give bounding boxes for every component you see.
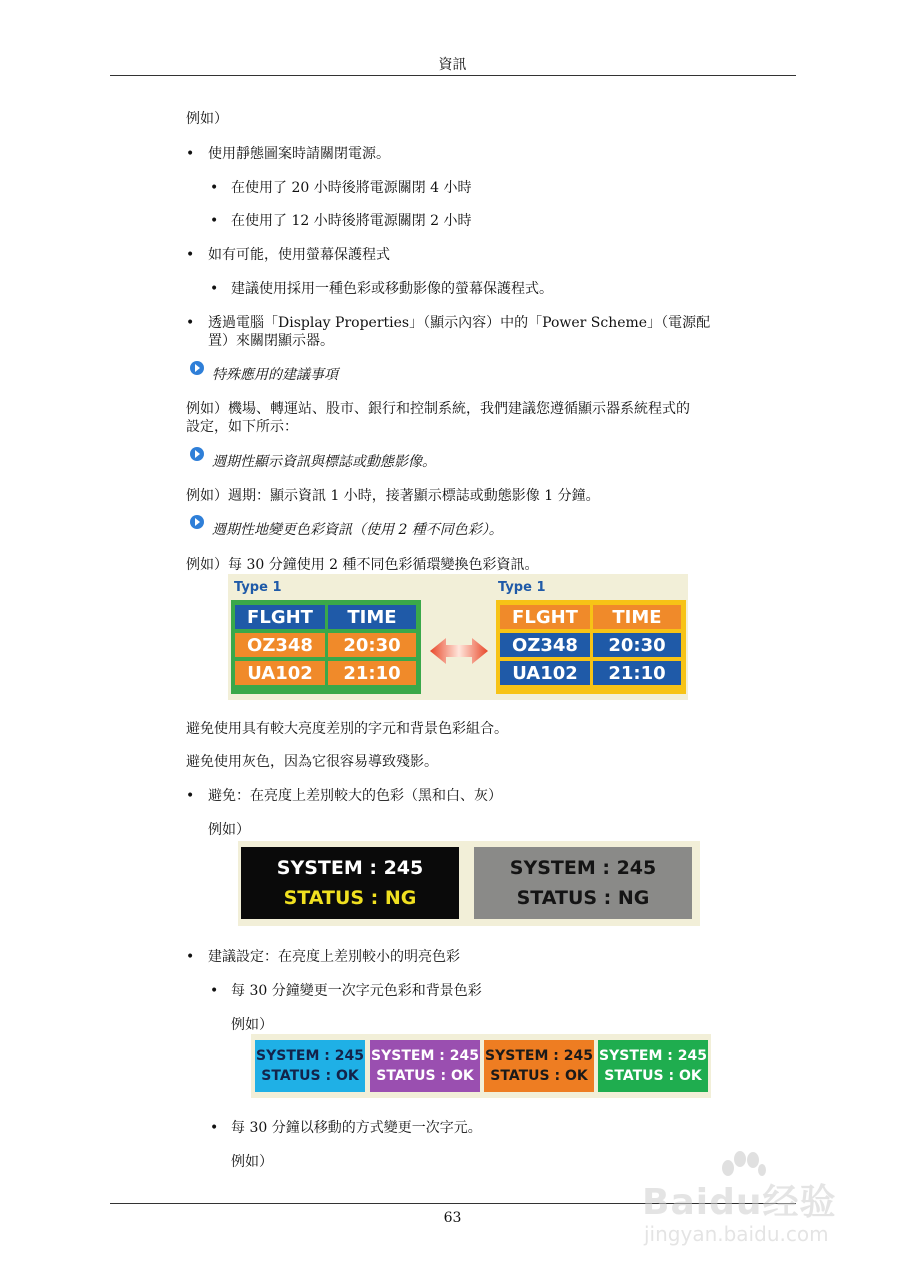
swatch-line1: SYSTEM : 245 — [256, 1048, 364, 1064]
cell-left-r0c0: FLGHT — [235, 605, 325, 629]
header-title: 資訊 — [438, 57, 467, 73]
bright-colors-figure — [251, 1034, 711, 1098]
cell-right-r2c1: 21:10 — [593, 661, 681, 685]
swatch-line1: SYSTEM : 245 — [371, 1048, 479, 1064]
swatch-line1: SYSTEM : 245 — [485, 1048, 593, 1064]
swatch-purple — [370, 1040, 480, 1092]
bullet-text: 每 30 分鐘變更一次字元色彩和背景色彩 — [231, 983, 482, 999]
section-heading: 週期性地變更色彩資訊（使用 2 種不同色彩）。 — [212, 522, 503, 538]
swatch-orange — [484, 1040, 594, 1092]
paragraph: 避免使用灰色，因為它很容易導致殘影。 — [186, 754, 438, 770]
contrast-figure — [238, 841, 700, 926]
example-label: 例如） — [208, 822, 250, 838]
bullet-dot: • — [210, 213, 219, 229]
paragraph: 設定，如下所示： — [186, 419, 298, 435]
swatch-green — [598, 1040, 708, 1092]
gray-panel-line1: SYSTEM : 245 — [509, 857, 657, 879]
type-label-left: Type 1 — [234, 580, 282, 595]
paragraph: 例如）機場、轉運站、股市、銀行和控制系統，我們建議您遵循顯示器系統程式的 — [186, 401, 690, 417]
cell-right-r1c0: OZ348 — [500, 633, 590, 657]
bullet-dot: • — [210, 983, 219, 999]
bullet-dot: • — [210, 281, 219, 297]
cell-right-r2c0: UA102 — [500, 661, 590, 685]
bullet-text: 每 30 分鐘以移動的方式變更一次字元。 — [231, 1120, 482, 1136]
section-heading: 特殊應用的建議事項 — [212, 367, 338, 383]
bullet-text: 透過電腦「Display Properties」（顯示內容）中的「Power Scheme」（電源配 — [208, 315, 711, 331]
swatch-line2: STATUS : OK — [261, 1068, 359, 1084]
bullet-dot: • — [210, 180, 219, 196]
bullet-dot: • — [186, 146, 195, 162]
cell-right-r0c0: FLGHT — [500, 605, 590, 629]
paragraph: 例如）週期：顯示資訊 1 小時，接著顯示標誌或動態影像 1 分鐘。 — [186, 488, 600, 504]
bullet-text: 如有可能，使用螢幕保護程式 — [208, 247, 390, 263]
swatch-line2: STATUS : OK — [604, 1068, 702, 1084]
arrow-icon — [190, 515, 204, 529]
cell-right-r0c1: TIME — [593, 605, 681, 629]
double-arrow-icon — [428, 636, 490, 666]
bullet-dot: • — [210, 1120, 219, 1136]
bullet-text: 避免：在亮度上差別較大的色彩（黑和白、灰） — [208, 788, 502, 804]
color-cycle-figure — [228, 574, 688, 700]
dark-panel — [241, 847, 459, 919]
watermark — [640, 1150, 890, 1260]
cell-left-r1c1: 20:30 — [328, 633, 416, 657]
page-number: 63 — [443, 1210, 462, 1226]
gray-panel — [474, 847, 692, 919]
cell-left-r2c0: UA102 — [235, 661, 325, 685]
bullet-text: 建議使用採用一種色彩或移動影像的螢幕保護程式。 — [231, 281, 553, 297]
cell-left-r1c0: OZ348 — [235, 633, 325, 657]
bullet-text: 使用靜態圖案時請關閉電源。 — [208, 146, 390, 162]
bullet-text: 置）來關閉顯示器。 — [208, 333, 334, 349]
watermark-brand: Baidu经验 — [642, 1182, 837, 1223]
bullet-dot: • — [186, 315, 195, 331]
swatch-blue — [255, 1040, 365, 1092]
type-label-right: Type 1 — [498, 580, 546, 595]
cell-right-r1c1: 20:30 — [593, 633, 681, 657]
dark-panel-line2: STATUS : NG — [283, 887, 417, 909]
bullet-dot: • — [186, 788, 195, 804]
header-rule — [110, 75, 796, 76]
swatch-line2: STATUS : OK — [490, 1068, 588, 1084]
example-label: 例如） — [231, 1154, 273, 1170]
bullet-text: 在使用了 20 小時後將電源關閉 4 小時 — [231, 180, 472, 196]
example-label: 例如） — [231, 1017, 273, 1033]
arrow-icon — [190, 447, 204, 461]
section-heading: 週期性顯示資訊與標誌或動態影像。 — [212, 454, 436, 470]
example-label: 例如） — [186, 111, 228, 127]
bullet-text: 在使用了 12 小時後將電源關閉 2 小時 — [231, 213, 472, 229]
watermark-url: jingyan.baidu.com — [644, 1222, 829, 1246]
cell-left-r2c1: 21:10 — [328, 661, 416, 685]
bullet-text: 建議設定：在亮度上差別較小的明亮色彩 — [208, 949, 460, 965]
gray-panel-line2: STATUS : NG — [516, 887, 650, 909]
paragraph: 避免使用具有較大亮度差別的字元和背景色彩組合。 — [186, 721, 508, 737]
cell-left-r0c1: TIME — [328, 605, 416, 629]
dark-panel-line1: SYSTEM : 245 — [276, 857, 424, 879]
swatch-line2: STATUS : OK — [376, 1068, 474, 1084]
paragraph: 例如）每 30 分鐘使用 2 種不同色彩循環變換色彩資訊。 — [186, 557, 539, 573]
bullet-dot: • — [186, 949, 195, 965]
arrow-icon — [190, 361, 204, 375]
bullet-dot: • — [186, 247, 195, 263]
swatch-line1: SYSTEM : 245 — [599, 1048, 707, 1064]
